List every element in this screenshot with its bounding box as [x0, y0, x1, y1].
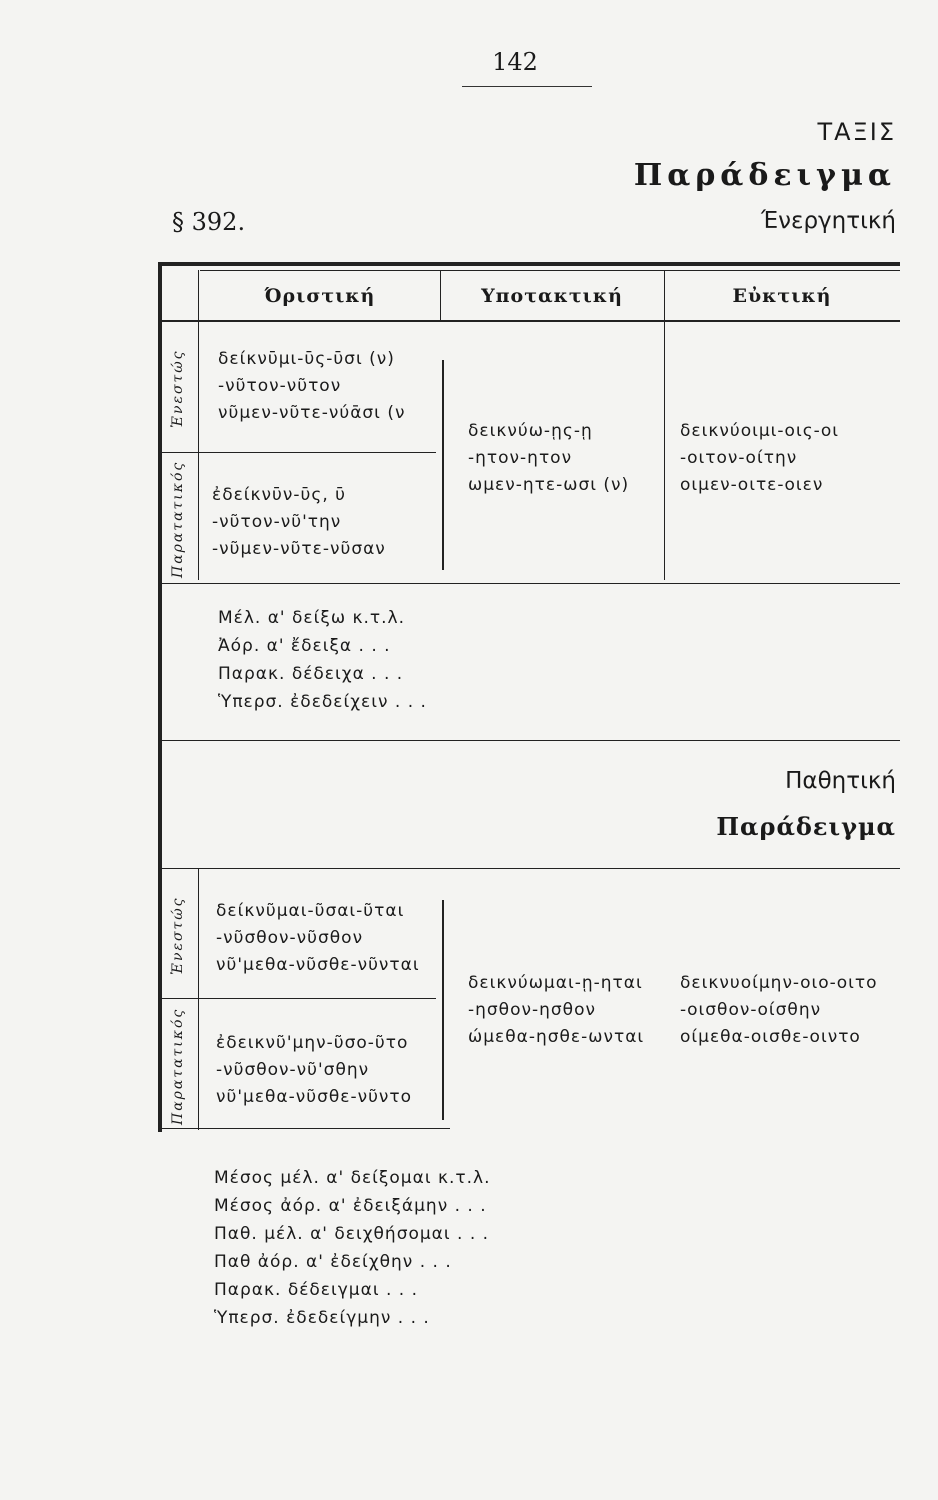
active-optative	[680, 418, 839, 499]
table-top-rule	[158, 262, 900, 266]
form-line: ώμεθα-ησθε-ωνται	[468, 1027, 645, 1047]
label-column-divider	[198, 270, 199, 580]
passive-table-bottom-rule	[160, 1128, 450, 1129]
active-present-indicative	[218, 346, 405, 427]
form-line: ἐδεικνῦ'μην-ῦσο-ῦτο	[216, 1033, 409, 1053]
row-label-present: Ἐνεστώς	[170, 349, 186, 428]
tense-line: Παθ ἀόρ. α' ἐδείχθην . . .	[214, 1252, 452, 1272]
page-number: 142	[492, 48, 538, 76]
passive-present-imperfect-divider	[160, 998, 436, 999]
header-subjunctive: Υποτακτική	[481, 285, 623, 307]
form-line: νῦμεν-νῦτε-νύᾱσι (ν	[218, 403, 406, 423]
form-line: -οισθον-οίσθην	[680, 1000, 822, 1020]
passive-optative	[680, 970, 878, 1051]
passive-example-title: Παράδειγμα	[716, 812, 896, 841]
form-line: -νῦτον-νῦ'την	[212, 512, 342, 532]
form-line: -νῦτον-νῦτον	[218, 376, 342, 396]
form-line: δείκνῦμαι-ῦσαι-ῦται	[216, 901, 405, 921]
form-line: νῦ'μεθα-νῦσθε-νῦντο	[216, 1087, 413, 1107]
present-imperfect-divider	[160, 452, 436, 453]
form-line: δεικνύοιμι-οις-οι	[680, 421, 839, 441]
form-line: -νῦμεν-νῦτε-νῦσαν	[212, 539, 386, 559]
tense-line: Ἀόρ. α' ἔδειξα . . .	[218, 636, 391, 656]
table-top-rule-thin	[200, 270, 900, 271]
passive-brace	[436, 900, 444, 1120]
active-subjunctive	[468, 418, 629, 499]
active-imperfect-indicative	[212, 482, 386, 563]
form-line: οιμεν-οιτε-οιεν	[680, 475, 824, 495]
passive-voice-title: Παθητική	[785, 768, 896, 794]
form-line: -ησθον-ησθον	[468, 1000, 596, 1020]
passive-top-rule	[160, 868, 900, 869]
header-indicative: Όριστική	[264, 285, 376, 307]
form-line: νῦ'μεθα-νῦσθε-νῦνται	[216, 955, 420, 975]
form-line: -ητον-ητον	[468, 448, 573, 468]
passive-row-label-present: Ἐνεστώς	[170, 896, 186, 975]
tense-line: Παρακ. δέδειγμαι . . .	[214, 1280, 419, 1300]
tense-line: Μέλ. α' δείξω κ.τ.λ.	[218, 608, 405, 628]
form-line: -οιτον-οίτην	[680, 448, 798, 468]
class-title: ΤΑΞΙΣ	[817, 118, 896, 146]
header-optative: Εὐκτική	[732, 285, 832, 307]
form-line: -νῦσθον-νῦσθον	[216, 928, 364, 948]
active-voice-title: Ένεργητική	[761, 208, 896, 234]
passive-imperfect-indicative	[216, 1030, 412, 1111]
form-line: δείκνῡμι-ῡς-ῡσι (ν)	[218, 349, 395, 369]
page-number-rule	[462, 86, 592, 87]
form-line: ἐδείκνῡν-ῡς, ῡ	[212, 485, 346, 505]
form-line: δεικνυοίμην-οιο-οιτο	[680, 973, 878, 993]
form-line: -νῦσθον-νῦ'σθην	[216, 1060, 370, 1080]
form-line: οίμεθα-οισθε-οιντο	[680, 1027, 861, 1047]
tense-line: Ὑπερσ. ἐδεδείχειν . . .	[218, 692, 427, 712]
passive-other-tenses	[214, 1164, 491, 1332]
tense-line: Ὑπερσ. ἐδεδείγμην . . .	[214, 1308, 430, 1328]
table-left-border	[158, 262, 162, 1132]
tense-line: Παρακ. δέδειχα . . .	[218, 664, 404, 684]
passive-present-indicative	[216, 898, 420, 979]
form-line: δεικνύωμαι-ῃ-ηται	[468, 973, 643, 993]
tense-line: Παθ. μέλ. α' δειχθήσομαι . . .	[214, 1224, 490, 1244]
section-number: § 392.	[172, 208, 246, 236]
active-table-bottom-rule	[160, 583, 900, 584]
tense-line: Μέσος ἀόρ. α' ἐδειξάμην . . .	[214, 1196, 487, 1216]
passive-row-label-imperfect: Παρατατικός	[170, 1007, 186, 1125]
tense-line: Μέσος μέλ. α' δείξομαι κ.τ.λ.	[214, 1168, 491, 1188]
header-bottom-rule	[160, 320, 900, 322]
form-line: δεικνύω-ῃς-ῃ	[468, 421, 593, 441]
active-other-bottom-rule	[160, 740, 900, 741]
passive-subjunctive	[468, 970, 644, 1051]
example-title: Παράδειγμα	[633, 158, 896, 193]
active-brace	[436, 360, 444, 570]
passive-label-divider	[198, 868, 199, 1130]
optative-column-divider	[664, 270, 665, 580]
active-other-tenses	[218, 604, 427, 716]
row-label-imperfect: Παρατατικός	[170, 460, 186, 578]
form-line: ωμεν-ητε-ωσι (ν)	[468, 475, 630, 495]
